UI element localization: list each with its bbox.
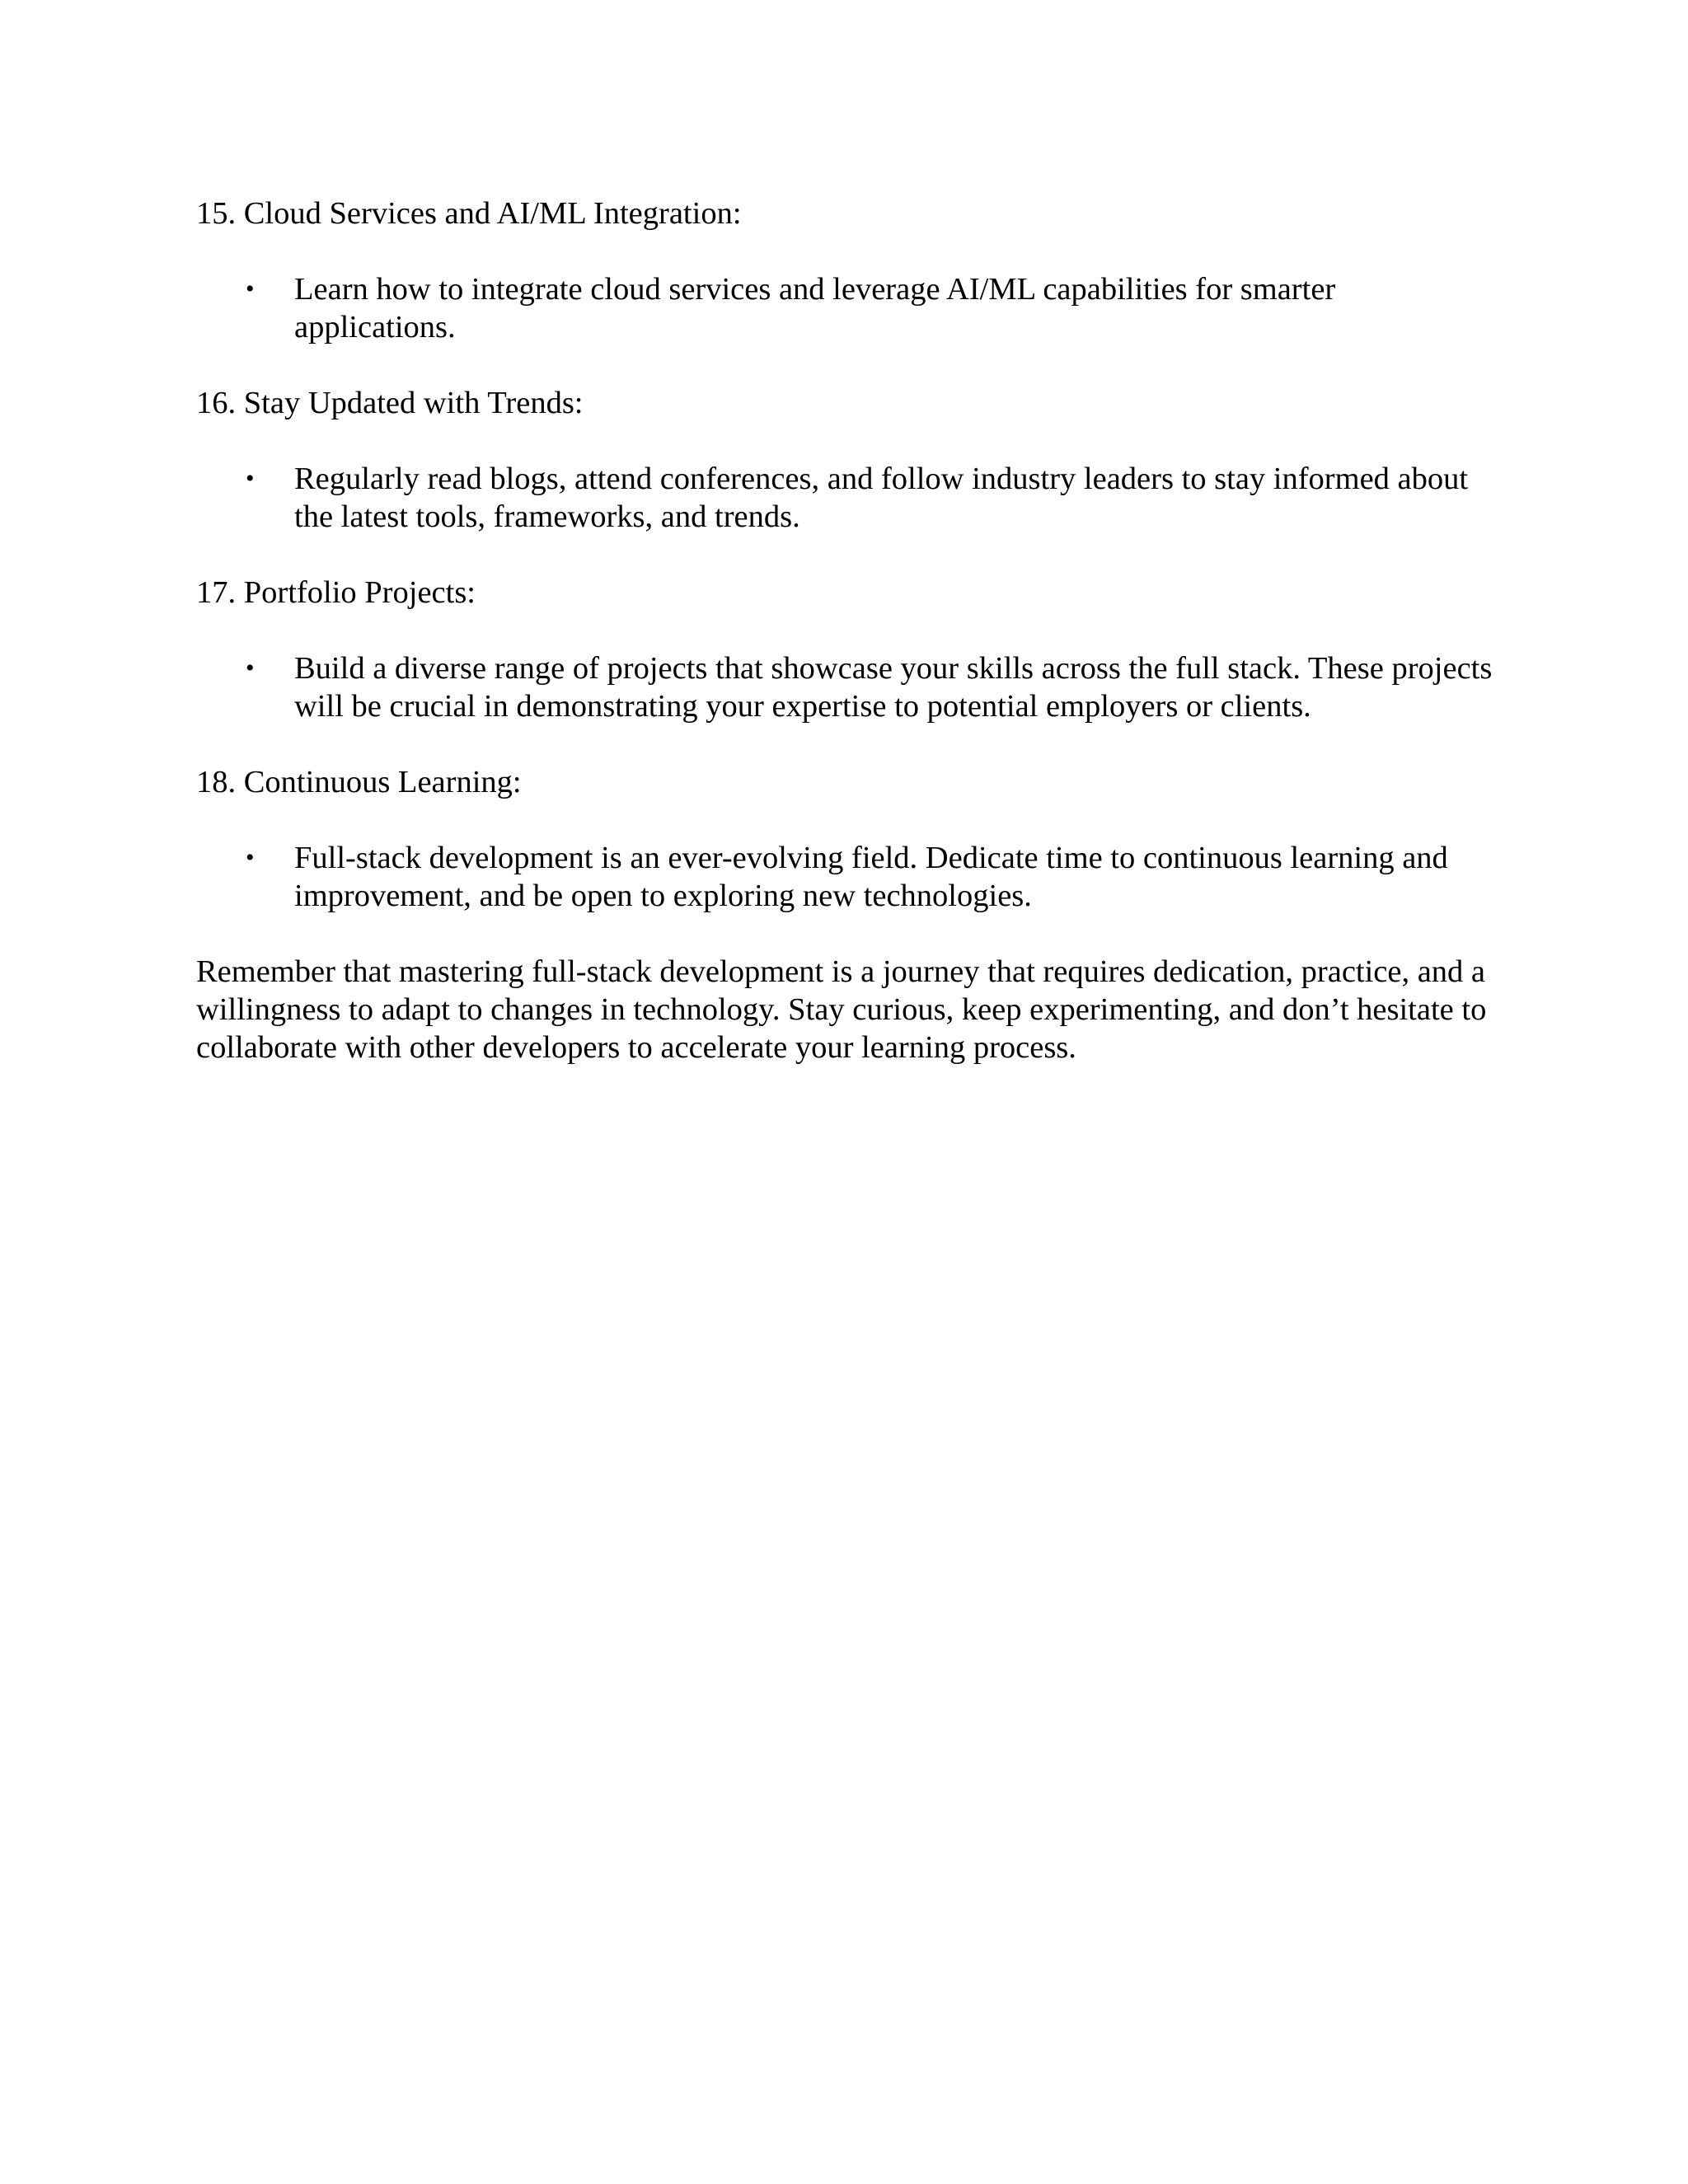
bullet-icon: • <box>246 275 255 302</box>
bullet-text: Full-stack development is an ever-evolving field. Dedicate time to continuous learning and improvement, and be open to exploring new technologies. <box>294 841 1448 913</box>
bullet-icon: • <box>246 465 255 492</box>
bullet-icon: • <box>246 654 255 682</box>
list-item <box>196 270 1498 346</box>
list-item <box>196 839 1498 915</box>
list-item <box>196 649 1498 725</box>
bullet-list <box>196 270 1498 346</box>
section-heading: 15. Cloud Services and AI/ML Integration: <box>196 196 742 231</box>
section-15 <box>196 194 1498 346</box>
bullet-list <box>196 839 1498 915</box>
closing-paragraph: Remember that mastering full-stack development is a journey that requires dedication, practice, and a willingness to adapt to changes in technology. Stay curious, keep experimenting, and don’t hesitate to collaborate with other developers to accelerate your learning process. <box>196 954 1487 1065</box>
section-heading: 18. Continuous Learning: <box>196 765 522 799</box>
bullet-text: Build a diverse range of projects that showcase your skills across the full stack. These projects will be crucial in demonstrating your expertise to potential employers or clients. <box>294 651 1493 724</box>
section-16 <box>196 384 1498 536</box>
section-heading: 16. Stay Updated with Trends: <box>196 386 584 420</box>
section-heading: 17. Portfolio Projects: <box>196 575 476 610</box>
list-item <box>196 460 1498 536</box>
bullet-list <box>196 649 1498 725</box>
bullet-text: Regularly read blogs, attend conferences, and follow industry leaders to stay informed about the latest tools, frameworks, and trends. <box>294 462 1469 534</box>
bullet-list <box>196 460 1498 536</box>
section-18 <box>196 763 1498 915</box>
bullet-text: Learn how to integrate cloud services and leverage AI/ML capabilities for smarter applications. <box>294 272 1336 344</box>
bullet-icon: • <box>246 844 255 871</box>
document-body <box>196 194 1498 1066</box>
section-17 <box>196 574 1498 725</box>
